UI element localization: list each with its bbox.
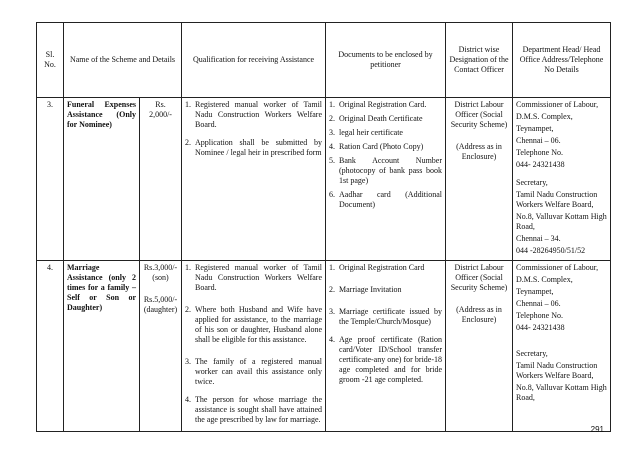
- list-item: 2. Original Death Certificate: [329, 114, 423, 123]
- department-line: Commissioner of Labour,: [516, 263, 599, 272]
- page-number: 291: [590, 425, 604, 434]
- department-line: No.8, Valluvar Kottam High Road,: [516, 212, 607, 231]
- header-district-officer: District wise Designation of the Contact Officer: [446, 23, 513, 98]
- department-line: Tamil Nadu Construction Workers Welfare Board,: [516, 190, 598, 209]
- department-line: Secretary,: [516, 349, 548, 358]
- department-line: D.M.S. Complex,: [516, 112, 573, 121]
- list-item: 4. Ration Card (Photo Copy): [329, 142, 424, 151]
- scheme-table: [36, 22, 611, 432]
- department-line: 044 -28264950/51/52: [516, 246, 586, 255]
- amount-daughter-label: (daughter): [143, 305, 178, 314]
- list-item: 3. The family of a registered manual worker can avail this assistance only twice.: [185, 357, 323, 386]
- officer-cell: [446, 98, 513, 261]
- amount-son-label: (son): [152, 273, 169, 282]
- list-item: 2. Marriage Invitation: [329, 285, 402, 294]
- documents-cell: [326, 261, 446, 432]
- amount-son: Rs.3,000/-: [143, 263, 178, 272]
- row-sl-no: 4.: [37, 261, 64, 432]
- list-item: 3. Marriage certificate issued by the Temple/Church/Mosque): [329, 307, 443, 326]
- department-line: Teynampet,: [516, 124, 554, 133]
- department-line: [516, 335, 607, 347]
- department-line: Chennai – 06.: [516, 299, 561, 308]
- department-line: D.M.S. Complex,: [516, 275, 573, 284]
- list-item: 1. Original Registration Card.: [329, 100, 427, 109]
- list-item: 1. Registered manual worker of Tamil Nadu Construction Workers Welfare Board.: [185, 263, 323, 292]
- department-line: Commissioner of Labour,: [516, 100, 599, 109]
- officer-address-note: (Address as in Enclosure): [456, 305, 502, 324]
- table-row: [37, 98, 611, 261]
- header-sl-no: Sl. No.: [37, 23, 64, 98]
- department-line: 044- 24321438: [516, 323, 565, 332]
- scheme-amount: [140, 261, 182, 432]
- list-item: 2. Application shall be submitted by Nominee / legal heir in prescribed form: [185, 138, 323, 157]
- department-line: Secretary,: [516, 178, 548, 187]
- list-item: 1. Original Registration Card: [329, 263, 425, 272]
- qualification-cell: [182, 98, 326, 261]
- department-line: No.8, Valluvar Kottam High Road,: [516, 383, 607, 402]
- list-item: 4. The person for whose marriage the assistance is sought shall have attained the age prescribed by law for marriage.: [185, 395, 323, 424]
- list-item: 4. Age proof certificate (Ration card/Voter ID/School transfer certificate-any one) for bride-18 age completed and for bride groom -21 age completed.: [329, 335, 443, 384]
- list-item: 3. legal heir certificate: [329, 128, 403, 137]
- scheme-name: Marriage Assistance (only 2 times for a family – Self or Son or Daughter): [64, 261, 140, 432]
- list-item: 6. Aadhar card (Additional Document): [329, 190, 443, 209]
- officer-designation: District Labour Officer (Social Security Scheme): [450, 263, 508, 292]
- department-line: Telephone No.: [516, 311, 563, 320]
- department-line: Chennai – 06.: [516, 136, 561, 145]
- officer-cell: [446, 261, 513, 432]
- header-scheme: Name of the Scheme and Details: [64, 23, 182, 98]
- department-line: Telephone No.: [516, 148, 563, 157]
- header-department-head: Department Head/ Head Office Address/Telephone No Details: [513, 23, 611, 98]
- list-item: 1. Registered manual worker of Tamil Nadu Construction Workers Welfare Board.: [185, 100, 323, 129]
- department-line: 044- 24321438: [516, 160, 565, 169]
- header-documents: Documents to be enclosed by petitioner: [326, 23, 446, 98]
- department-line: Tamil Nadu Construction Workers Welfare Board,: [516, 361, 598, 380]
- department-line: Chennai – 34.: [516, 234, 561, 243]
- list-item: 5. Bank Account Number (photocopy of bank pass book 1st page): [329, 156, 443, 185]
- table-row: [37, 261, 611, 432]
- qualification-cell: [182, 261, 326, 432]
- row-sl-no: 3.: [37, 98, 64, 261]
- scheme-name: Funeral Expenses Assistance (Only for Nominee): [64, 98, 140, 261]
- amount-daughter: Rs.5,000/-: [143, 295, 178, 304]
- documents-cell: [326, 98, 446, 261]
- department-line: Teynampet,: [516, 287, 554, 296]
- officer-designation: District Labour Officer (Social Security Scheme): [450, 100, 508, 129]
- list-item: 2. Where both Husband and Wife have applied for assistance, to the marriage of his son or daughter, Husband alone shall be eligible for this assistance.: [185, 305, 323, 344]
- officer-address-note: (Address as in Enclosure): [456, 142, 502, 161]
- header-row: [37, 23, 611, 98]
- department-cell: [513, 98, 611, 261]
- header-qualification: Qualification for receiving Assistance: [182, 23, 326, 98]
- department-cell: [513, 261, 611, 432]
- department-line: [516, 172, 607, 176]
- scheme-amount: Rs. 2,000/-: [140, 98, 182, 261]
